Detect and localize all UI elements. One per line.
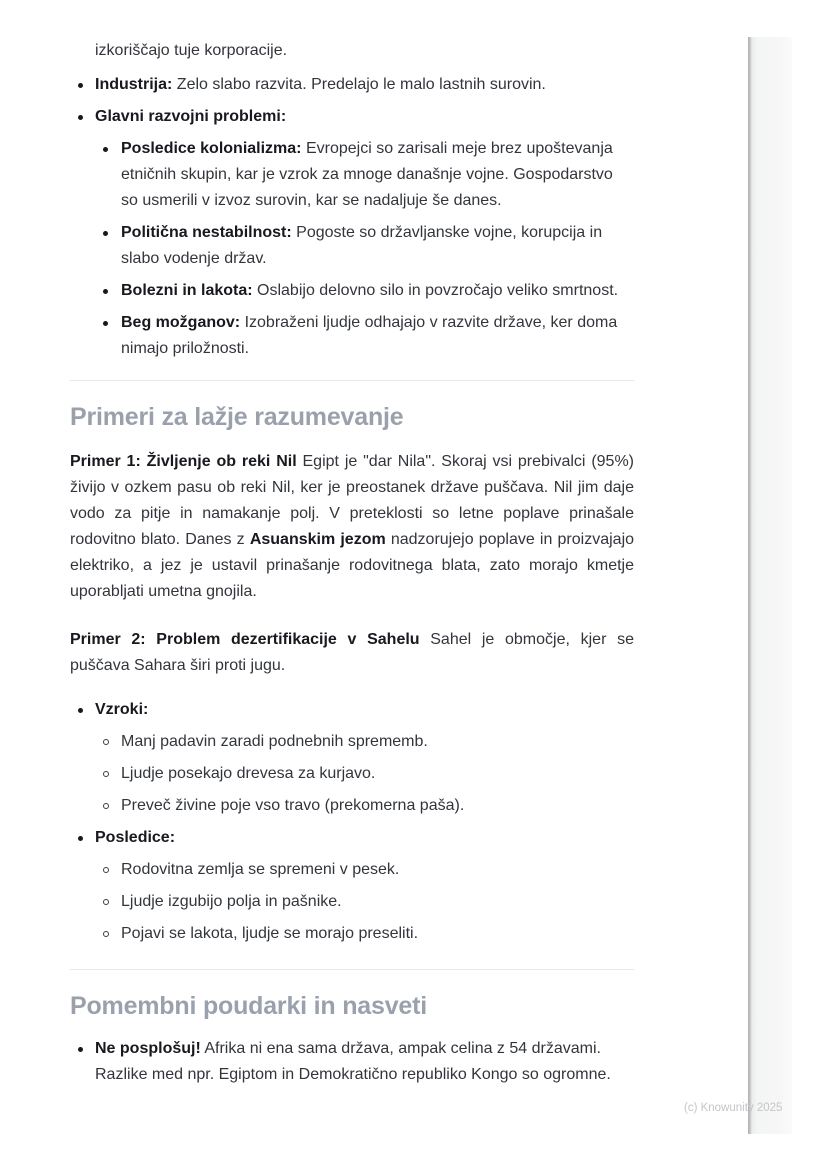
disc-bullet-icon bbox=[78, 1047, 83, 1052]
example1-title: Primer 1: Življenje ob reki Nil bbox=[70, 453, 297, 470]
list-item-text: Afrika ni ena sama država, ampak celina z 54 državami. Razlike med npr. Egiptom in Demokratično republiko Kongo so ogromne. bbox=[95, 1040, 611, 1083]
list-item-label: Vzroki: bbox=[95, 701, 149, 718]
causes-sublist bbox=[95, 729, 634, 819]
section-divider bbox=[70, 969, 634, 970]
list-item-label: Beg možganov: bbox=[121, 314, 241, 331]
list-item-industry bbox=[70, 72, 634, 98]
list-item-label: Bolezni in lakota: bbox=[121, 282, 253, 299]
list-item-instability bbox=[95, 220, 634, 272]
list-item-text: Pogoste so državljanske vojne, korupcija in slabo vodenje držav. bbox=[121, 224, 603, 267]
consequences-sublist bbox=[95, 857, 634, 947]
circle-bullet-icon bbox=[103, 739, 109, 745]
list-item-text: Oslabijo delovno silo in povzročajo veliko smrtnost. bbox=[257, 282, 619, 299]
example1-text-part1: Egipt je "dar Nila". Skoraj vsi prebivalci (95%) živijo v ozkem pasu ob reki Nil, ker je preostanek države puščava. Nil jim daje vodo za pitje in namakanje polj. V preteklosti so letne poplave prinašale rodovitno blato. Danes z bbox=[70, 453, 635, 548]
example2-text: Sahel je območje, kjer se puščava Sahara širi proti jugu. bbox=[70, 631, 634, 674]
example2-paragraph bbox=[70, 627, 634, 679]
development-problems-list bbox=[70, 72, 634, 362]
highlights-section-heading: Pomembni poudarki in nasveti bbox=[70, 992, 427, 1020]
circle-bullet-icon bbox=[103, 803, 109, 809]
list-item-text: Ljudje posekajo drevesa za kurjavo. bbox=[121, 765, 376, 782]
list-item-main-problems bbox=[70, 104, 634, 362]
list-item-text: Izobraženi ljudje odhajajo v razvite države, ker doma nimajo priložnosti. bbox=[121, 314, 618, 357]
list-item-consequence bbox=[95, 921, 634, 947]
list-item-cause bbox=[95, 729, 634, 755]
list-item-label: Posledice: bbox=[95, 829, 176, 846]
example1-paragraph bbox=[70, 449, 634, 605]
circle-bullet-icon bbox=[103, 931, 109, 937]
list-item-text: Evropejci so zarisali meje brez upoštevanja etničnih skupin, kar je vzrok za mnoge današnje vojne. Gospodarstvo so usmerili v izvoz surovin, kar se nadaljuje še danes. bbox=[121, 140, 613, 209]
list-item-brain-drain bbox=[95, 310, 634, 362]
continuation-paragraph bbox=[70, 0, 634, 64]
list-item-text: Manj padavin zaradi podnebnih sprememb. bbox=[121, 733, 428, 750]
list-item-cause bbox=[95, 761, 634, 787]
next-page-edge bbox=[748, 37, 792, 1134]
disc-bullet-icon bbox=[103, 147, 108, 152]
disc-bullet-icon bbox=[78, 836, 83, 841]
list-item-disease bbox=[95, 278, 634, 304]
circle-bullet-icon bbox=[103, 771, 109, 777]
highlights-list bbox=[70, 1036, 634, 1088]
circle-bullet-icon bbox=[103, 899, 109, 905]
disc-bullet-icon bbox=[103, 231, 108, 236]
list-item-cause bbox=[95, 793, 634, 819]
list-item-label: Posledice kolonializma: bbox=[121, 140, 302, 157]
example2-title: Primer 2: Problem dezertifikacije v Sahelu bbox=[70, 631, 420, 648]
document-page bbox=[70, 0, 634, 1088]
disc-bullet-icon bbox=[78, 708, 83, 713]
main-problems-sublist bbox=[95, 136, 634, 362]
example1-text-part2: nadzorujejo poplave in proizvajajo elektriko, a jez je ustavil prinašanje rodovitnega blata, zato morajo kmetje uporabljati umetna gnojila. bbox=[70, 531, 635, 600]
footer-copyright: (c) Knowunity 2025 bbox=[684, 1102, 783, 1114]
list-item-text: Ljudje izgubijo polja in pašnike. bbox=[121, 893, 342, 910]
list-item-dont-generalize bbox=[70, 1036, 634, 1088]
circle-bullet-icon bbox=[103, 867, 109, 873]
list-item-consequences bbox=[70, 825, 634, 947]
list-item-causes bbox=[70, 697, 634, 819]
list-item-label: Politična nestabilnost: bbox=[121, 224, 292, 241]
examples-section-heading: Primeri za lažje razumevanje bbox=[70, 403, 404, 431]
sahel-list bbox=[70, 697, 634, 947]
section-divider bbox=[70, 380, 634, 381]
list-item-text: Pojavi se lakota, ljudje se morajo preseliti. bbox=[121, 925, 419, 942]
disc-bullet-icon bbox=[103, 321, 108, 326]
list-item-label: Ne posplošuj! bbox=[95, 1040, 201, 1057]
list-item-text: Rodovitna zemlja se spremeni v pesek. bbox=[121, 861, 400, 878]
disc-bullet-icon bbox=[78, 83, 83, 88]
continuation-text: izkoriščajo tuje korporacije. bbox=[95, 42, 288, 59]
list-item-consequence bbox=[95, 857, 634, 883]
list-item-colonialism bbox=[95, 136, 634, 214]
disc-bullet-icon bbox=[78, 115, 83, 120]
list-item-text: Zelo slabo razvita. Predelajo le malo lastnih surovin. bbox=[176, 76, 546, 93]
list-item-label: Industrija: bbox=[95, 76, 173, 93]
disc-bullet-icon bbox=[103, 289, 108, 294]
list-item-label: Glavni razvojni problemi: bbox=[95, 108, 287, 125]
list-item-text: Preveč živine poje vso travo (prekomerna paša). bbox=[121, 797, 465, 814]
list-item-consequence bbox=[95, 889, 634, 915]
example1-bold-term: Asuanskim jezom bbox=[249, 531, 386, 548]
